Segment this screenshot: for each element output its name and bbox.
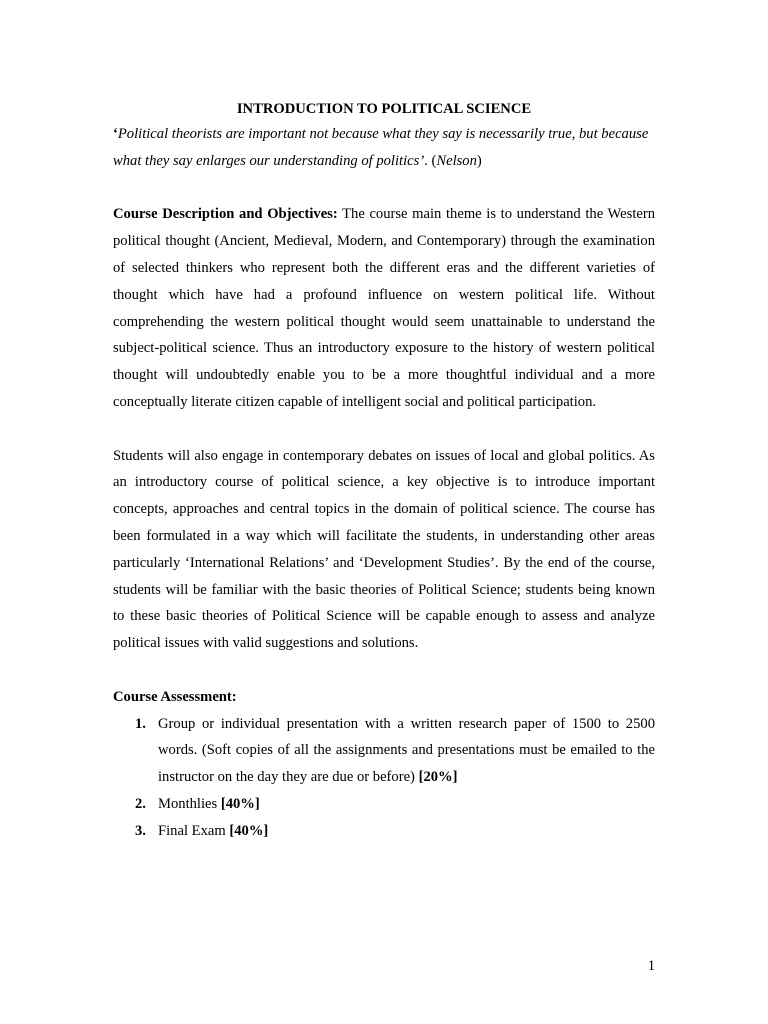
assessment-item-weight: [20%] xyxy=(418,769,458,786)
assessment-item xyxy=(113,791,655,818)
assessment-item-number: 3. xyxy=(135,822,146,839)
students-paragraph: Students will also engage in contemporary debates on issues of local and global politics. As an introductory course of political science, a key objective is to introduce important concepts, approaches and central topics in the domain of political science. The course has been formulated in a way which will facilitate the students, in understanding other areas particularly ‘International Relations’ and ‘Development Studies’. By the end of the course, students will be familiar with the basic theories of Political Science; students being known to these basic theories of Political Science will be capable enough to assess and analyze political issues with valid suggestions and solutions. xyxy=(113,447,655,652)
spacer xyxy=(113,657,655,684)
epigraph-after-quote: . ( xyxy=(424,152,437,169)
assessment-item xyxy=(113,818,655,845)
assessment-item-weight: [40%] xyxy=(229,822,269,839)
assessment-item-number: 1. xyxy=(135,715,146,732)
assessment-item-weight: [40%] xyxy=(220,795,260,812)
spacer xyxy=(113,175,655,202)
page-title: INTRODUCTION TO POLITICAL SCIENCE xyxy=(236,101,532,117)
epigraph-close-paren: ) xyxy=(476,152,482,169)
assessment-heading: Course Assessment: xyxy=(113,688,237,705)
assessment-item-text: Final Exam xyxy=(158,822,226,839)
assessment-item-text: Monthlies xyxy=(158,795,218,812)
spacer xyxy=(113,416,655,443)
assessment-item-text: Group or individual presentation with a written research paper of 1500 to 2500 words. (Soft copies of all the assignments and presentations must be emailed to the instructor on the day they are due or before) xyxy=(158,715,655,786)
course-description-paragraph xyxy=(113,201,655,415)
assessment-list xyxy=(113,711,655,845)
assessment-item-number: 2. xyxy=(135,795,146,812)
epigraph-attribution: Nelson xyxy=(436,152,477,169)
course-description-text: The course main theme is to understand the Western political thought (Ancient, Medieval, Modern, and Contemporary) through the examination of selected thinkers who represent both the different eras and the different varieties of thought which have had a profound influence on western political life. Without comprehending the western political thought would seem unattainable to understand the subject-political science. Thus an introductory exposure to the history of western political thought will undoubtedly enable you to be a more thoughtful individual and a more conceptually literate citizen capable of intelligent social and political participation. xyxy=(113,206,656,410)
assessment-item xyxy=(113,711,655,791)
document-page xyxy=(113,97,655,845)
epigraph xyxy=(113,121,655,175)
page-number: 1 xyxy=(647,958,655,974)
epigraph-quote: Political theorists are important not because what they say is necessarily true, but because what they say enlarges our understanding of politics xyxy=(113,126,649,169)
course-description-heading: Course Description and Objectives: xyxy=(113,206,338,223)
epigraph-close-quote: ’ xyxy=(419,152,425,169)
epigraph-open-quote: ‘ xyxy=(113,126,118,142)
